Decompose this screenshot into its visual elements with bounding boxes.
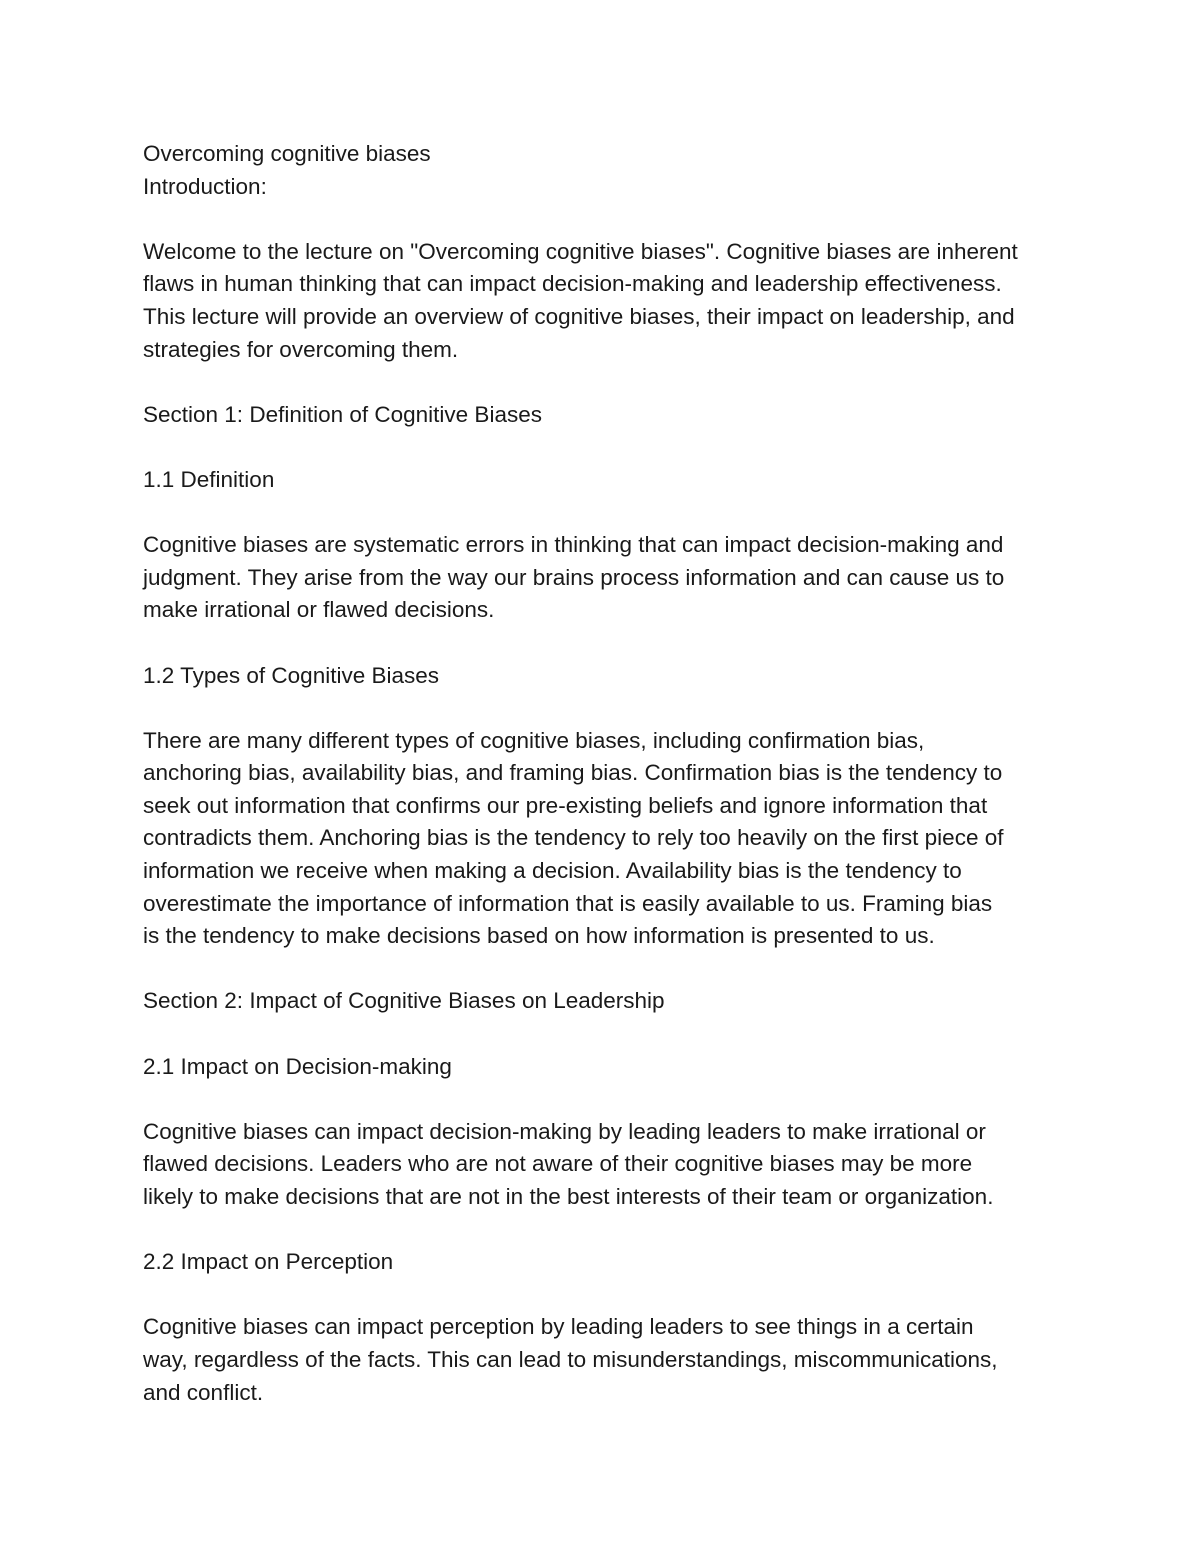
spacer (143, 1018, 1073, 1051)
subsection-2-1-heading: 2.1 Impact on Decision-making (143, 1053, 452, 1079)
paragraph-line: way, regardless of the facts. This can lead to misunderstandings, miscommunications, (143, 1346, 998, 1372)
section-1-heading: Section 1: Definition of Cognitive Biases (143, 401, 542, 427)
spacer (143, 627, 1073, 660)
paragraph-line: judgment. They arise from the way our brains process information and can cause us to (143, 564, 1005, 590)
paragraph-line: and conflict. (143, 1379, 264, 1405)
subsection-1-2-paragraph (143, 725, 1073, 953)
paragraph-line: overestimate the importance of information that is easily available to us. Framing bias (143, 890, 993, 916)
paragraph-line: contradicts them. Anchoring bias is the tendency to rely too heavily on the first piece of (143, 825, 1004, 851)
subsection-1-1-paragraph (143, 529, 1073, 627)
subsection-1-2-heading: 1.2 Types of Cognitive Biases (143, 662, 440, 688)
paragraph-line: There are many different types of cognitive biases, including confirmation bias, (143, 727, 925, 753)
paragraph-line: Cognitive biases can impact decision-making by leading leaders to make irrational or (143, 1118, 986, 1144)
spacer (143, 1083, 1073, 1116)
spacer (143, 203, 1073, 236)
paragraph-line: anchoring bias, availability bias, and framing bias. Confirmation bias is the tendency to (143, 760, 1003, 786)
spacer (143, 1279, 1073, 1312)
paragraph-line: likely to make decisions that are not in the best interests of their team or organization. (143, 1184, 994, 1209)
spacer (143, 497, 1073, 530)
paragraph-line: strategies for overcoming them. (143, 336, 459, 362)
spacer (143, 431, 1073, 464)
paragraph-line: Cognitive biases are systematic errors in thinking that can impact decision-making and (143, 532, 1004, 558)
paragraph-line: This lecture will provide an overview of cognitive biases, their impact on leadership, and (143, 303, 1015, 329)
intro-heading: Introduction: (143, 173, 267, 199)
spacer (143, 953, 1073, 986)
paragraph-line: Welcome to the lecture on "Overcoming cognitive biases". Cognitive biases are inherent (143, 238, 1018, 264)
paragraph-line: flaws in human thinking that can impact decision-making and leadership effectiveness. (143, 271, 1002, 297)
spacer (143, 366, 1073, 399)
paragraph-line: is the tendency to make decisions based on how information is presented to us. (143, 923, 935, 949)
section-2-heading: Section 2: Impact of Cognitive Biases on Leadership (143, 988, 665, 1014)
paragraph-line: seek out information that confirms our pre-existing beliefs and ignore information that (143, 792, 988, 818)
paragraph-line: make irrational or flawed decisions. (143, 597, 495, 623)
spacer (143, 1214, 1073, 1247)
paragraph-line: information we receive when making a decision. Availability bias is the tendency to (143, 858, 962, 884)
subsection-2-2-paragraph (143, 1311, 1073, 1409)
intro-paragraph (143, 236, 1073, 366)
spacer (143, 692, 1073, 725)
subsection-2-1-paragraph (143, 1116, 1073, 1214)
subsection-1-1-heading: 1.1 Definition (143, 466, 275, 492)
subsection-2-2-heading: 2.2 Impact on Perception (143, 1249, 394, 1275)
document-title: Overcoming cognitive biases (143, 141, 431, 166)
paragraph-line: Cognitive biases can impact perception by leading leaders to see things in a certain (143, 1314, 974, 1340)
document-page (143, 138, 1073, 1409)
paragraph-line: flawed decisions. Leaders who are not aware of their cognitive biases may be more (143, 1151, 973, 1177)
